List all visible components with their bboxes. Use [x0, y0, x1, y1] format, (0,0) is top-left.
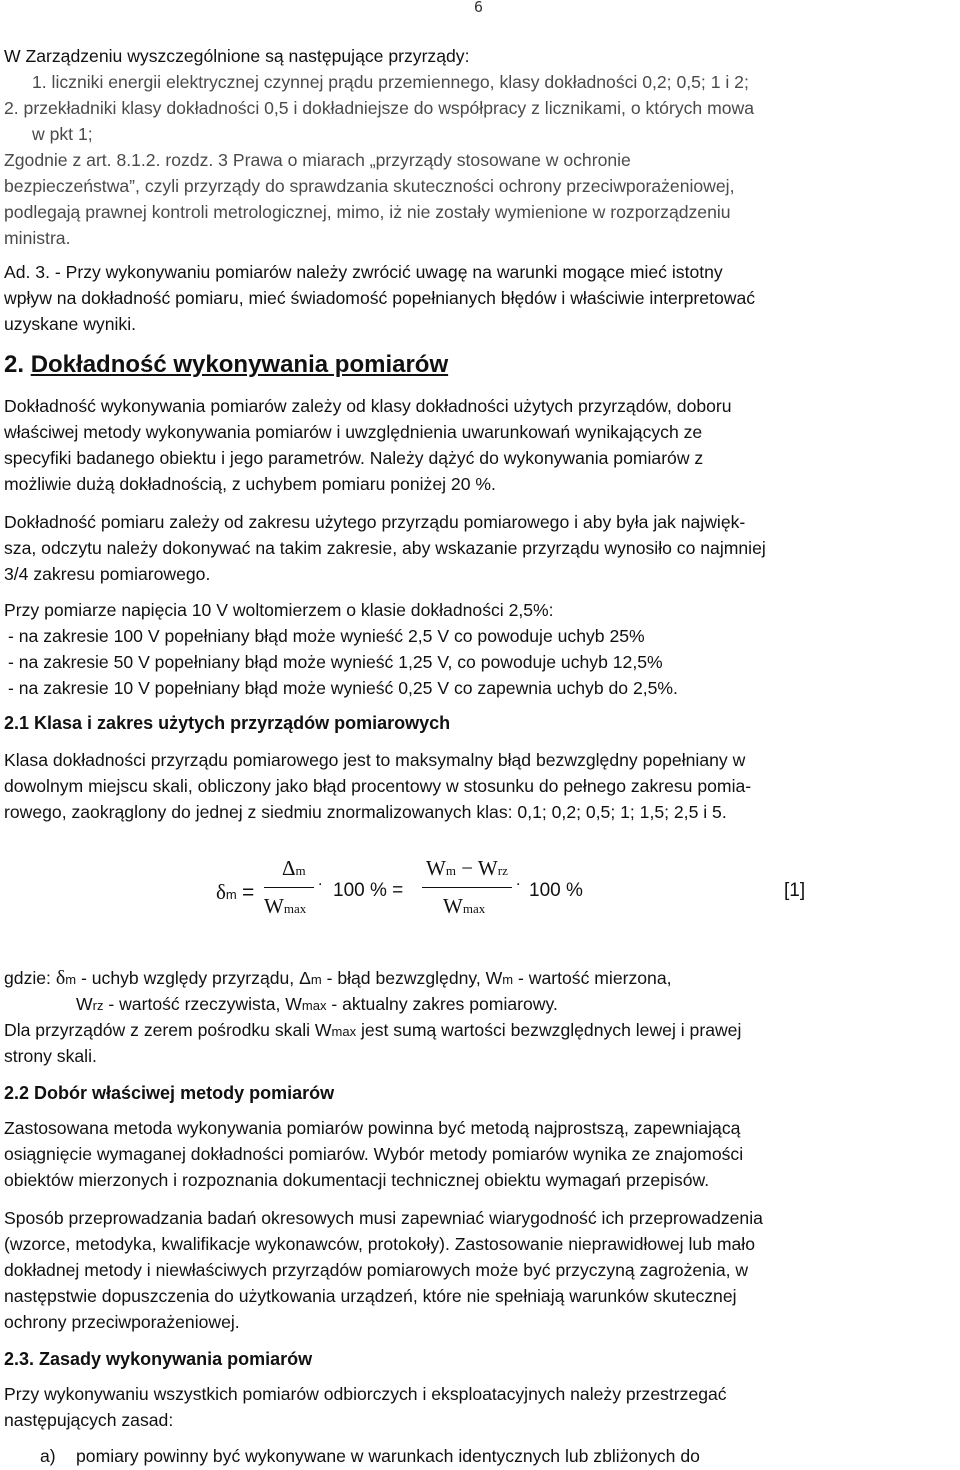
where-Delta: Δ: [299, 968, 311, 988]
accuracy-line-1: Dokładność wykonywania pomiarów zależy od klasy dokładności użytych przyrządów, doboru: [4, 396, 732, 416]
fraction-2-denominator: [443, 894, 485, 919]
section-2-2-heading: 2.2 Dobór właściwej metody pomiarów: [4, 1083, 335, 1103]
where-rz-sub: rz: [92, 998, 104, 1013]
range-line-3: 3/4 zakresu pomiarowego.: [4, 564, 211, 584]
intro-item-1: 1. liczniki energii elektrycznej czynnej prądu przemiennego, klasy dokładności 0,2; 0,5; 1 i 2;: [32, 72, 749, 92]
where-t4: - wartość rzeczywista, W: [103, 994, 302, 1014]
agreement-line-1: [4, 148, 956, 174]
where-t5: - aktualny zakres pomiarowy.: [326, 994, 558, 1014]
where-line-1: [4, 966, 956, 993]
percent-1: [333, 880, 403, 902]
where-delta-sub: m: [65, 972, 77, 987]
section-2-number: 2.: [4, 351, 25, 378]
voltage-item-2: - na zakresie 50 V popełniany błąd może wynieść 1,25 V, co powoduje uchyb 12,5%: [8, 652, 663, 672]
percent-1-text: 100 %: [333, 880, 387, 901]
rules-line-1: Przy wykonywaniu wszystkich pomiarów odbiorczych i eksploatacyjnych należy przestrzegać: [4, 1384, 727, 1404]
ad3-line-3: uzyskane wyniki.: [4, 314, 137, 334]
range-line-2: sza, odczytu należy dokonywać na takim zakresie, aby wskazanie przyrządu wynosiło co najmniej: [4, 538, 766, 558]
where-W-sub: m: [502, 972, 514, 987]
fraction-2-bar: [422, 887, 512, 888]
class-line-3: rowego, zaokrąglony do jednej z siedmiu znormalizowanych klas: 0,1; 0,2; 0,5; 1; 1,5; 2,5 i 5.: [4, 802, 727, 822]
section-2-1-heading: 2.1 Klasa i zakres użytych przyrządów pomiarowych: [4, 713, 451, 733]
where-max-sub: max: [301, 998, 327, 1013]
rule-a-text: pomiary powinny być wykonywane w warunkach identycznych lub zbliżonych do: [76, 1446, 700, 1466]
equals-1: =: [242, 881, 255, 904]
intro-line: W Zarządzeniu wyszczególnione są następujące przyrządy:: [4, 46, 470, 66]
lhs-sub-m: m: [225, 887, 237, 902]
section-2-heading: [4, 350, 448, 380]
rules-line-2: następujących zasad:: [4, 1410, 174, 1430]
Delta-symbol: Δ: [282, 856, 296, 880]
agreement-line-3: podlegają prawnej kontroli metrologicznej, mimo, iż nie zostały wymienione w rozporządzeniu: [4, 202, 731, 222]
Wmax-symbol: W: [443, 894, 463, 918]
agreement-line-4: ministra.: [4, 228, 71, 248]
formula-1: [0, 856, 960, 940]
voltage-lead: Przy pomiarze napięcia 10 V woltomierzem o klasie dokładności 2,5%:: [4, 600, 554, 620]
delta-symbol: δ: [216, 880, 226, 904]
num2-sub-m: m: [445, 863, 456, 878]
agreement-lead: Zgodnie z art. 8.1.2. rozdz.: [4, 150, 214, 170]
where-W2: W: [76, 994, 93, 1014]
equals-2: =: [392, 880, 404, 901]
den-sub-max: max: [283, 901, 307, 916]
method-line-2: osiągnięcie wymaganej dokładności pomiarów. Wybór metody pomiarów wynika ze znajomości: [4, 1144, 744, 1164]
zero-center-line-1: [4, 1018, 956, 1045]
dot-2: .: [516, 872, 521, 889]
section-2-3-heading: 2.3. Zasady wykonywania pomiarów: [4, 1349, 313, 1369]
where-line-2: [76, 992, 558, 1019]
agreement-text-1: 3 Prawa o miarach „przyrządy stosowane w ochronie: [218, 150, 631, 170]
Wm-symbol: W: [426, 856, 446, 880]
ad3-line-2: wpływ na dokładność pomiaru, mieć świadomość popełnianych błędów i właściwie interpretować: [4, 288, 756, 308]
method-line-1: Zastosowana metoda wykonywania pomiarów powinna być metodą najprostszą, zapewniającą: [4, 1118, 741, 1138]
tests-line-5: ochrony przeciwporażeniowej.: [4, 1312, 240, 1332]
formula-ref: [1]: [784, 880, 806, 901]
range-line-1: Dokładność pomiaru zależy od zakresu użytego przyrządu pomiarowego i aby była jak najwięk-: [4, 512, 746, 532]
zero-b: jest sumą wartości bezwzględnych lewej i prawej: [356, 1020, 742, 1040]
intro-item-2-cont: w pkt 1;: [32, 124, 93, 144]
tests-line-1: Sposób przeprowadzania badań okresowych musi zapewniać wiarygodność ich przeprowadzenia: [4, 1208, 763, 1228]
Wrz-symbol: W: [477, 856, 498, 880]
agreement-line-2: bezpieczeństwa”, czyli przyrządy do sprawdzania skuteczności ochrony przeciwporażeniowej,: [4, 176, 735, 196]
rule-a-label: a): [40, 1446, 56, 1466]
where-t1: - uchyb względy przyrządu,: [76, 968, 300, 988]
page-number: 6: [474, 0, 484, 16]
intro-item-2: 2. przekładniki klasy dokładności 0,5 i dokładniejsze do współpracy z licznikami, o których mowa: [4, 98, 755, 118]
minus-sign: −: [461, 856, 474, 880]
method-line-3: obiektów mierzonych i rozpoznania dokumentacji technicznej obiektu wymagań przepisów.: [4, 1170, 710, 1190]
where-delta: δ: [55, 967, 66, 989]
fraction-1-numerator: [282, 856, 306, 881]
percent-2: 100 %: [529, 880, 583, 901]
formula-lhs: [216, 880, 254, 905]
where-lead: gdzie:: [4, 968, 56, 988]
where-t3: - wartość mierzona,: [513, 968, 672, 988]
fraction-1-denominator: [264, 894, 306, 919]
fraction-2-numerator: [426, 856, 508, 881]
tests-line-3: dokładnej metody i niewłaściwych przyrządów pomiarowych może być przyczyną zagrożenia, w: [4, 1260, 749, 1280]
where-Delta-sub: m: [310, 972, 322, 987]
W-symbol: W: [264, 894, 284, 918]
class-line-1: Klasa dokładności przyrządu pomiarowego jest to maksymalny błąd bezwzględny popełniany w: [4, 750, 746, 770]
tests-line-4: następstwie dopuszczenia do użytkowania urządzeń, które nie spełniają warunków skutecznej: [4, 1286, 737, 1306]
zero-center-line-2: strony skali.: [4, 1046, 97, 1066]
voltage-item-1: - na zakresie 100 V popełniany błąd może wynieść 2,5 V co powoduje uchyb 25%: [8, 626, 645, 646]
den2-sub-max: max: [462, 901, 486, 916]
section-2-title: Dokładność wykonywania pomiarów: [30, 351, 449, 378]
accuracy-line-4: możliwie dużą dokładnością, z uchybem pomiaru poniżej 20 %.: [4, 474, 496, 494]
tests-line-2: (wzorce, metodyka, kwalifikacje wykonawców, protokoły). Zastosowanie nieprawidłowej lub mało: [4, 1234, 755, 1254]
accuracy-line-3: specyfiki badanego obiektu i jego parametrów. Należy dążyć do wykonywania pomiarów z: [4, 448, 704, 468]
fraction-1-bar: [264, 887, 314, 888]
num-sub-m: m: [295, 863, 306, 878]
ad3-line-1: Ad. 3. - Przy wykonywaniu pomiarów należy zwrócić uwagę na warunki mogące mieć istotny: [4, 262, 723, 282]
zero-max-sub: max: [331, 1024, 357, 1039]
voltage-item-3: - na zakresie 10 V popełniany błąd może wynieść 0,25 V co zapewnia uchyb do 2,5%.: [8, 678, 678, 698]
zero-a: Dla przyrządów z zerem pośrodku skali W: [4, 1020, 332, 1040]
dot-1: .: [318, 872, 323, 889]
class-line-2: dowolnym miejscu skali, obliczony jako błąd procentowy w stosunku do pełnego zakresu pomia-: [4, 776, 752, 796]
where-t2: - błąd bezwzględny, W: [321, 968, 503, 988]
accuracy-line-2: właściwej metody wykonywania pomiarów i uwzględnienia uwarunkowań wynikających ze: [4, 422, 703, 442]
num2-sub-rz: rz: [497, 863, 508, 878]
